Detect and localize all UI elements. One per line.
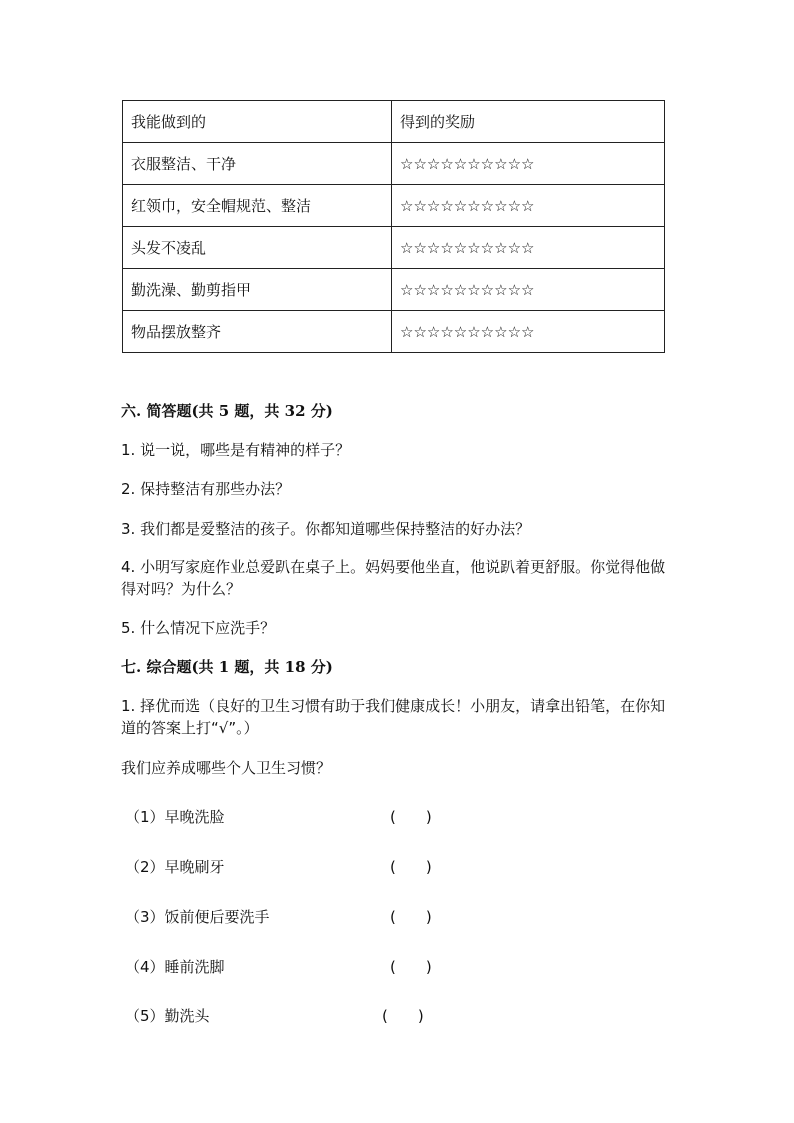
question-3: 3. 我们都是爱整洁的孩子。你都知道哪些保持整洁的好办法？ [121,520,531,538]
table-cell-stars: ☆☆☆☆☆☆☆☆☆☆ [392,185,665,227]
answer-blank[interactable]: ( ) [390,908,432,926]
section7-title: 七. 综合题(共 1 题，共 18 分) [121,658,333,676]
answer-blank[interactable]: ( ) [390,958,432,976]
table-header-cell: 我能做到的 [123,101,392,143]
composite-question-1: 1. 择优而选（良好的卫生习惯有助于我们健康成长！小朋友，请拿出铅笔，在你知道的答案上打“√”。） [121,697,666,737]
question-1: 1. 说一说，哪些是有精神的样子？ [121,441,351,459]
table-header-cell: 得到的奖励 [392,101,665,143]
table-row [123,185,665,227]
table-cell-behavior: 头发不凌乱 [123,227,392,269]
table-cell-behavior: 物品摆放整齐 [123,311,392,353]
table-cell-behavior: 勤洗澡、勤剪指甲 [123,269,392,311]
answer-blank[interactable]: ( ) [390,858,432,876]
option-item: （3）饭前便后要洗手 [125,908,270,926]
answer-blank[interactable]: ( ) [390,808,432,826]
table-header-row [123,101,665,143]
table-cell-stars: ☆☆☆☆☆☆☆☆☆☆ [392,227,665,269]
composite-prompt: 我们应养成哪些个人卫生习惯？ [121,759,332,777]
option-item: （4）睡前洗脚 [125,958,225,976]
table-cell-stars: ☆☆☆☆☆☆☆☆☆☆ [392,143,665,185]
option-item: （5）勤洗头 [125,1007,210,1025]
table-row [123,143,665,185]
option-item: （2）早晚刷牙 [125,858,225,876]
table-cell-behavior: 衣服整洁、干净 [123,143,392,185]
table-cell-stars: ☆☆☆☆☆☆☆☆☆☆ [392,269,665,311]
question-2: 2. 保持整洁有那些办法？ [121,480,291,498]
table-row [123,269,665,311]
section6-title: 六. 简答题(共 5 题，共 32 分) [121,402,333,420]
table-row [123,311,665,353]
question-4: 4. 小明写家庭作业总爱趴在桌子上。妈妈要他坐直，他说趴着更舒服。你觉得他做得对吗？为什么？ [121,558,666,598]
option-item: （1）早晚洗脸 [125,808,225,826]
table-cell-behavior: 红领巾，安全帽规范、整洁 [123,185,392,227]
answer-blank[interactable]: ( ) [382,1007,424,1025]
table-cell-stars: ☆☆☆☆☆☆☆☆☆☆ [392,311,665,353]
table-row [123,227,665,269]
question-5: 5. 什么情况下应洗手？ [121,619,276,637]
reward-table [122,100,665,353]
